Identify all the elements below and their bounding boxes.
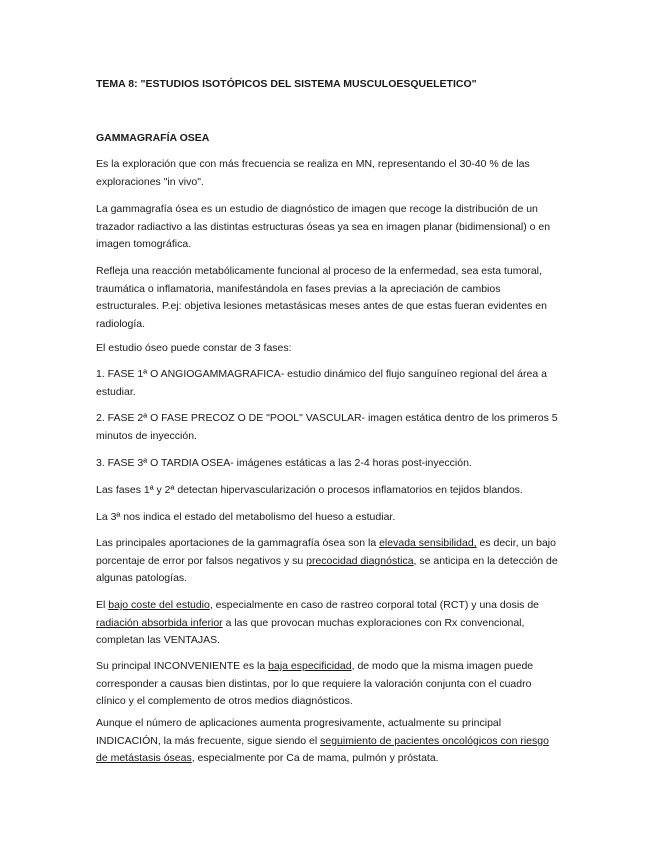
paragraph-disadvantage	[96, 658, 558, 711]
text-run: , especialmente en caso de rastreo corporal total (RCT) y una dosis de	[209, 599, 540, 611]
paragraph-4: El estudio óseo puede constar de 3 fases:	[96, 342, 292, 354]
underlined-term: elevada sensibilidad,	[379, 537, 477, 549]
paragraph-indication	[96, 715, 558, 768]
text-run: El	[96, 599, 109, 611]
text-run: es decir, un bajo porcentaje de error por falsos negativos y su	[96, 537, 556, 567]
paragraph-8: Las fases 1ª y 2ª detectan hipervascularización o procesos inflamatorios en tejidos blandos.	[96, 484, 523, 496]
text-run: a las que provocan muchas exploraciones con Rx convencional, completan las VENTAJAS.	[96, 616, 525, 646]
text-run: Las principales aportaciones de la gammagrafía ósea son la	[96, 537, 380, 549]
paragraph-advantages-2	[96, 597, 558, 650]
phase-2-item: 2. FASE 2ª O FASE PRECOZ O DE "POOL" VASCULAR- imagen estática dentro de los primeros 5 minutos de inyección.	[96, 412, 558, 442]
underlined-term: baja especificidad	[268, 660, 352, 672]
text-run: Su principal INCONVENIENTE es la	[96, 660, 269, 672]
text-run: Aunque el número de aplicaciones aumenta progresivamente, actualmente su principal INDICACIÓN, la más frecuente, sigue siendo el	[96, 717, 502, 747]
underlined-term: precocidad diagnóstica	[306, 554, 414, 567]
paragraph-advantages-1	[96, 535, 558, 588]
text-run: , de modo que la misma imagen puede corresponder a causas bien distintas, por lo que requiere la valoración conjunta con el cuadro clínico y el complemento de otros medios diagnósticos.	[96, 660, 534, 707]
underlined-term: bajo coste del estudio	[108, 599, 210, 611]
text-run: , especialmente por Ca de mama, pulmón y próstata.	[191, 752, 439, 764]
phase-3-item: 3. FASE 3ª O TARDIA OSEA- imágenes estáticas a las 2-4 horas post-inyección.	[96, 457, 472, 469]
paragraph-9: La 3ª nos indica el estado del metabolismo del hueso a estudiar.	[96, 511, 396, 523]
document-title: TEMA 8: "ESTUDIOS ISOTÓPICOS DEL SISTEMA MUSCULOESQUELETICO"	[96, 78, 477, 90]
underlined-term: seguimiento de pacientes oncológicos con riesgo de metástasis óseas	[96, 734, 549, 764]
paragraph-1: Es la exploración que con más frecuencia se realiza en MN, representando el 30-40 % de las exploraciones "in vivo".	[96, 158, 530, 188]
underlined-term: radiación absorbida inferior	[96, 616, 223, 629]
paragraph-3: Refleja una reacción metabólicamente funcional al proceso de la enfermedad, sea esta tumoral, traumática o inflamatoria, manifestándola en fases previas a la apreciación de cambios estructurales. P.ej: objetiva lesiones metastásicas meses antes de que estas fueran evidentes en radiología.	[96, 265, 547, 330]
paragraph-2: La gammagrafía ósea es un estudio de diagnóstico de imagen que recoge la distribución de un trazador radiactivo a las distintas estructuras óseas ya sea en imagen planar (bidimensional) o en imagen tomográfica.	[96, 203, 551, 250]
text-run: , se anticipa en la detección de algunas patologías.	[96, 554, 558, 584]
section-heading: GAMMAGRAFÍA OSEA	[96, 132, 210, 144]
phase-1-item: 1. FASE 1ª O ANGIOGAMMAGRAFICA- estudio dinámico del flujo sanguíneo regional del área a estudiar.	[96, 368, 547, 398]
